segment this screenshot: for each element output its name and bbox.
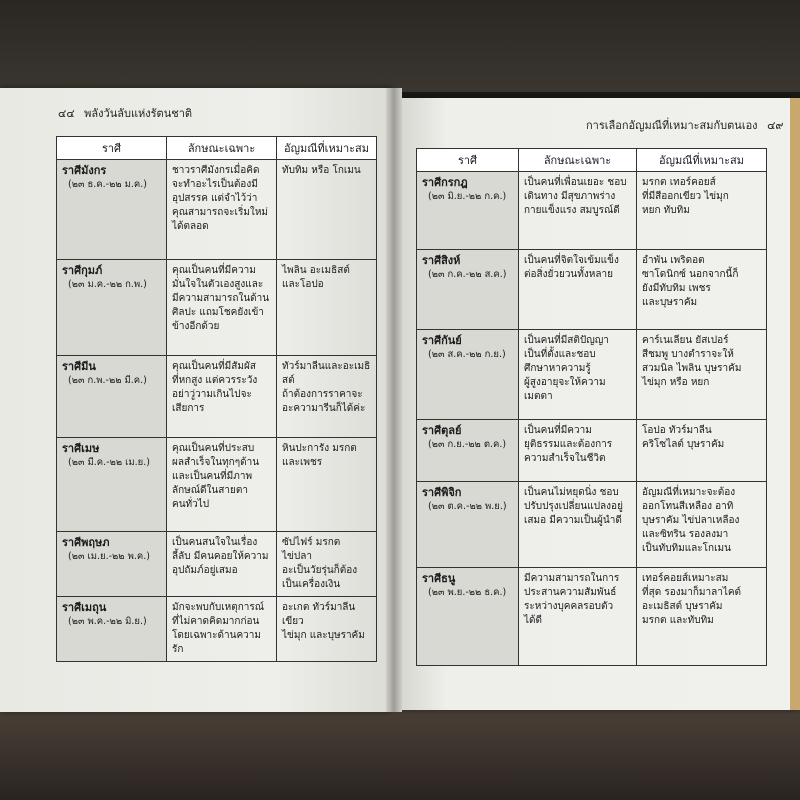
book-gutter: [386, 88, 402, 712]
traits-cell: [167, 260, 277, 356]
sign-cell: [417, 172, 519, 250]
left-zodiac-table: [56, 136, 377, 662]
sign-date-range: (๒๓ มี.ค.-๒๒ เม.ย.): [68, 457, 150, 468]
gems-text: อะเกต ทัวร์มาลีนเขียว ไข่มุก และบุษราคัม: [282, 602, 365, 641]
sign-cell: [57, 260, 167, 356]
left-running-title: พลังวันลับแห่งรัตนชาติ: [84, 107, 193, 120]
gems-text: คาร์เนเลียน ยัสเปอร์ สีชมพู บางตำราจะให้ สวมนิล ไพลิน บุษราคัม ไข่มุก หรือ หยก: [642, 335, 742, 388]
gems-cell: [637, 250, 767, 330]
sign-cell: [417, 420, 519, 482]
gems-cell: [637, 568, 767, 666]
gems-text: โอปอ ทัวร์มาลีน คริโซไลต์ บุษราคัม: [642, 425, 725, 450]
sign-cell: [417, 330, 519, 420]
right-running-title: การเลือกอัญมณีที่เหมาะสมกับตนเอง: [586, 119, 758, 132]
sign-name: ราศีพฤษภ: [62, 536, 110, 549]
right-page-number: ๔๙: [767, 119, 784, 132]
traits-text: เป็นคนสนใจในเรื่อง ลี้ลับ มีคนคอยให้ความ อุปถัมภ์อยู่เสมอ: [172, 537, 269, 576]
sign-cell: [57, 356, 167, 438]
table-row: [417, 250, 767, 330]
table-row: [57, 597, 377, 662]
sign-name: ราศีเมถุน: [62, 601, 107, 614]
table-row: [417, 420, 767, 482]
column-header-sign: ราศี: [57, 137, 167, 160]
gems-text: มรกต เทอร์คอยส์ ที่มีสีออกเขียว ไข่มุก หยก ทับทิม: [642, 177, 729, 216]
traits-text: เป็นคนที่มีความ ยุติธรรมและต้องการ ความสำเร็จในชีวิต: [524, 425, 613, 464]
table-row: [57, 532, 377, 597]
sign-date-range: (๒๓ พ.ค.-๒๒ มิ.ย.): [68, 616, 147, 627]
sign-cell: [57, 160, 167, 260]
gems-text: ทับทิม หรือ โกเมน: [282, 165, 361, 176]
traits-text: คุณเป็นคนที่ประสบ ผลสำเร็จในทุกๆด้าน และเป็นคนที่มีภาพ ลักษณ์ดีในสายตา คนทั่วไป: [172, 443, 260, 510]
sign-date-range: (๒๓ ม.ค.-๒๒ ก.พ.): [68, 279, 147, 290]
table-row: [417, 482, 767, 568]
gems-cell: [277, 260, 377, 356]
traits-text: คุณเป็นคนที่มีความ มั่นใจในตัวเองสูงและ มีความสามารถในด้าน ศิลปะ แถมโชคยังเข้า ข้างอีกด้วย: [172, 265, 270, 332]
sign-cell: [417, 482, 519, 568]
sign-date-range: (๒๓ ก.พ.-๒๒ มี.ค.): [68, 375, 147, 386]
sign-name: ราศีธนู: [422, 572, 456, 585]
traits-text: มีความสามารถในการ ประสานความสัมพันธ์ ระหว่างบุคคลรอบตัว ได้ดี: [524, 573, 620, 626]
column-header-traits: ลักษณะเฉพาะ: [519, 149, 637, 172]
traits-text: ชาวราศีมังกรเมื่อคิด จะทำอะไรเป็นต้องมี อุปสรรค แต่จำไว้ว่า คุณสามารถจะเริ่มใหม่ ได้ตลอด: [172, 165, 268, 232]
column-header-gems: อัญมณีที่เหมาะสม: [277, 137, 377, 160]
column-header-sign: ราศี: [417, 149, 519, 172]
background-bottom: [0, 708, 800, 800]
column-header-traits: ลักษณะเฉพาะ: [167, 137, 277, 160]
table-row: [57, 356, 377, 438]
sign-name: ราศีกรกฎ: [422, 176, 468, 189]
sign-cell: [417, 568, 519, 666]
sign-date-range: (๒๓ ธ.ค.-๒๒ ม.ค.): [68, 179, 148, 190]
sign-name: ราศีพิจิก: [422, 486, 462, 499]
left-page-header: [58, 104, 192, 122]
sign-date-range: (๒๓ ก.ย.-๒๒ ต.ค.): [428, 439, 507, 450]
sign-date-range: (๒๓ ก.ค.-๒๒ ส.ค.): [428, 269, 507, 280]
traits-cell: [519, 420, 637, 482]
gems-text: อัญมณีที่เหมาะจะต้อง ออกโทนสีเหลือง อาทิ บุษราคัม ไข่ปลาเหลือง และซิทริน รองลงมา เป็นทับทิมและโกเมน: [642, 487, 740, 554]
sign-cell: [57, 597, 167, 662]
right-zodiac-table: [416, 148, 767, 666]
traits-cell: [519, 482, 637, 568]
traits-text: มักจะพบกับเหตุการณ์ ที่ไม่คาดคิดมากก่อน โดยเฉพาะด้านความรัก: [172, 602, 265, 655]
traits-text: เป็นคนที่เพื่อนเยอะ ชอบ เดินทาง มีสุขภาพร่าง กายแข็งแรง สมบูรณ์ดี: [524, 177, 627, 216]
column-header-gems: อัญมณีที่เหมาะสม: [637, 149, 767, 172]
gems-cell: [277, 532, 377, 597]
traits-cell: [519, 172, 637, 250]
sign-date-range: (๒๓ ส.ค.-๒๒ ก.ย.): [428, 349, 506, 360]
traits-text: เป็นคนไม่หยุดนิ่ง ชอบ ปรับปรุงเปลี่ยนแปลงอยู่ เสมอ มีความเป็นผู้นำดี: [524, 487, 623, 526]
sign-cell: [57, 438, 167, 532]
sign-name: ราศีสิงห์: [422, 254, 461, 267]
table-row: [417, 330, 767, 420]
right-page-header: [586, 116, 783, 134]
sign-date-range: (๒๓ พ.ย.-๒๒ ธ.ค.): [428, 587, 507, 598]
gems-text: ซัปไฟร์ มรกต ไข่ปลา อะเป็นวัยรุ่นก็ต้อง เป็นเครื่องเงิน: [282, 537, 358, 590]
gems-cell: [637, 172, 767, 250]
traits-cell: [167, 160, 277, 260]
gems-text: หินปะการัง มรกต และเพชร: [282, 443, 357, 468]
traits-cell: [167, 532, 277, 597]
gems-cell: [277, 597, 377, 662]
sign-date-range: (๒๓ มิ.ย.-๒๒ ก.ค.): [428, 191, 507, 202]
traits-text: คุณเป็นคนที่มีสัมผัส ที่หกสูง แต่ควรระวัง อย่าวู่วามเกินไปจะ เสียการ: [172, 361, 258, 414]
gems-text: ทัวร์มาลีนและอะเมธิสต์ ถ้าต้องการราคาจะ อะความารีนก็ได้ค่ะ: [282, 361, 371, 414]
traits-text: เป็นคนที่มีสติปัญญา เป็นที่ตั้งและชอบ ศึกษาหาความรู้ ผู้สูงอายุจะให้ความ เมตตา: [524, 335, 609, 402]
table-header-row: [57, 137, 377, 160]
gems-cell: [637, 420, 767, 482]
traits-text: เป็นคนที่จิตใจเข้มแข็ง ต่อสิ่งยั่วยวนทั้งหลาย: [524, 255, 619, 280]
traits-cell: [519, 568, 637, 666]
sign-name: ราศีกุมภ์: [62, 264, 103, 277]
table-row: [57, 438, 377, 532]
traits-cell: [167, 438, 277, 532]
gems-cell: [277, 438, 377, 532]
gems-cell: [637, 330, 767, 420]
table-row: [57, 160, 377, 260]
sign-name: ราศีกันย์: [422, 334, 462, 347]
gems-text: ไพลิน อะเมธิสต์ และโอปอ: [282, 265, 350, 290]
sign-name: ราศีตุลย์: [422, 424, 462, 437]
left-page-number: ๔๔: [58, 107, 75, 120]
sign-name: ราศีมีน: [62, 360, 96, 373]
background-top: [0, 0, 800, 92]
page-edge: [790, 98, 800, 710]
traits-cell: [519, 330, 637, 420]
sign-name: ราศีมังกร: [62, 164, 107, 177]
sign-name: ราศีเมษ: [62, 442, 100, 455]
sign-date-range: (๒๓ เม.ย.-๒๒ พ.ค.): [68, 551, 150, 562]
traits-cell: [167, 597, 277, 662]
sign-date-range: (๒๓ ต.ค.-๒๒ พ.ย.): [428, 501, 507, 512]
gems-text: เทอร์คอยส์เหมาะสม ที่สุด รองมาก็มาลาไคต์ อะเมธิสต์ บุษราคัม มรกต และทับทิม: [642, 573, 742, 626]
gems-cell: [277, 160, 377, 260]
table-row: [417, 172, 767, 250]
table-header-row: [417, 149, 767, 172]
sign-cell: [57, 532, 167, 597]
table-row: [57, 260, 377, 356]
table-row: [417, 568, 767, 666]
gems-text: อำพัน เพริดอต ซาโดนิกซ์ นอกจากนี้ก็ ยังมีทับทิม เพชร และบุษราคัม: [642, 255, 739, 308]
gems-cell: [637, 482, 767, 568]
traits-cell: [167, 356, 277, 438]
gems-cell: [277, 356, 377, 438]
traits-cell: [519, 250, 637, 330]
sign-cell: [417, 250, 519, 330]
